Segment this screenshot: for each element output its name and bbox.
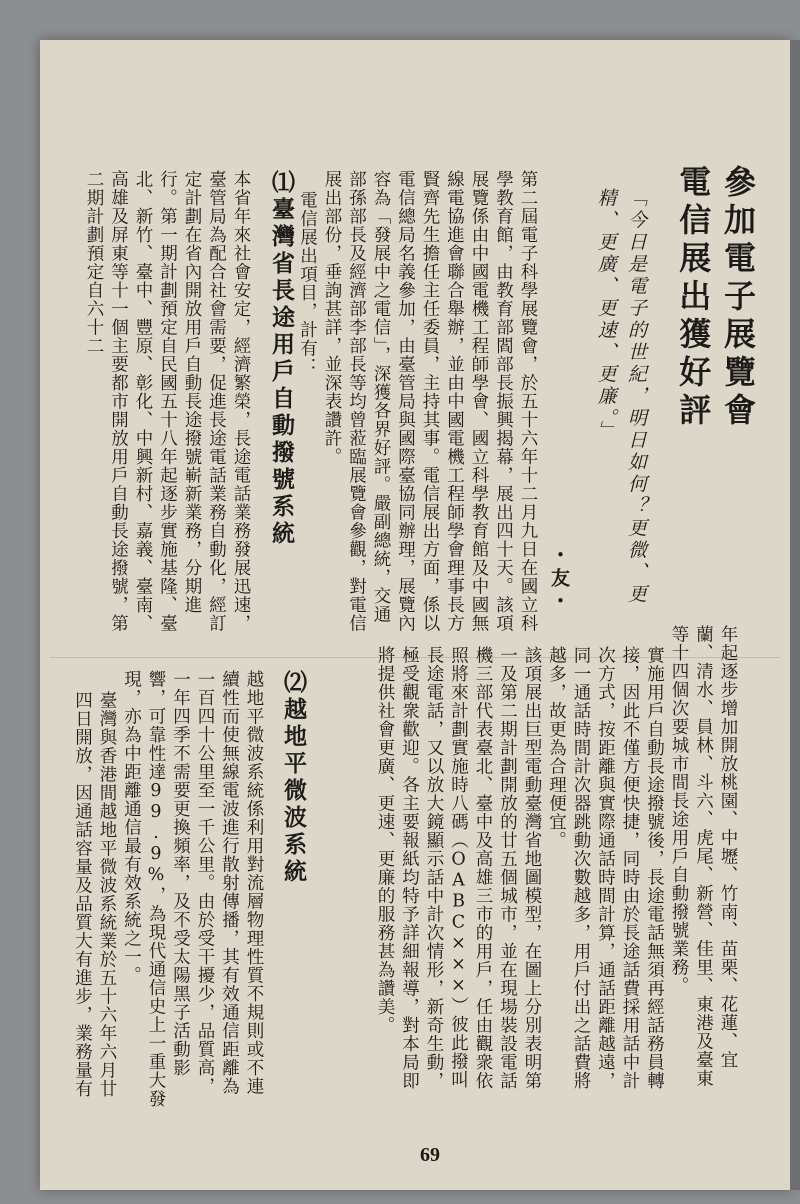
- section-2-heading: ⑵越地平微波系統: [280, 670, 307, 886]
- author-byline: ・友・: [548, 545, 570, 614]
- section-1-part-a: 本省年來社會安定，經濟繁榮，長途電話業務發展迅速，臺管局為配合社會需要，促進長途電話業務自動化，經訂定計劃在省內開放用戶自動長途撥號嶄新業務，分期進行。第一期計劃預定自民國五十八年起逐步實施基隆、臺北、新竹、臺中、豐原、彰化、中興新村、嘉義、臺南、高雄及屏東等十一個主要都市開放用戶自動長途撥號，第二期計劃預定自六十二: [84, 170, 251, 633]
- article-title: [655, 165, 760, 635]
- title-line-1: 參加電子展覽會: [719, 165, 757, 431]
- title-line-2: 電信展出獲好評: [674, 165, 713, 431]
- epigraph-quote: 「今日是電子的世紀，明日如何？更微、更精、更廣、更速、更廉。」: [594, 188, 647, 606]
- intro-paragraph-2: 電信展出項目，計有：: [297, 191, 318, 376]
- section-2-paragraph-1: 越地平微波系統係利用對流層物理性質不規則或不連續性而使無線電波進行散射傳播，其有效通信距離為一百四十公里至一千公里。由於受干擾少，品質高，一年四季不需要更換頻率，及不受太陽黑子活動影響，可靠性達99.9%，為現代通信史上一重大發現，亦為中距離通信最有效系統之一。: [121, 670, 264, 1108]
- section-1-paragraph-4: 該項展出巨型電動臺灣省地圖模型，在圖上分別表明第一及第二期計劃開放的廿五個城市，並在現場裝設電話機三部代表臺北、臺中及高雄三市的用戶，任由觀衆依照將來計劃實施時八碼（OABC×××）彼此撥叫長途電話，又以放大鏡顯示話中計次情形，新奇生動，極受觀衆歡迎。各主要報紙均特予詳細報導，對本局即將提供社會更廣、更速、更廉的服務甚為讚美。: [375, 646, 542, 1090]
- document-page: [40, 40, 790, 1190]
- section-1-part-b: [302, 625, 740, 1105]
- section-2-paragraph-2: 臺灣與香港間越地平微波系統業於五十六年六月廿四日開放，因通話容量及品質大有進步，業務量有: [72, 691, 117, 1098]
- section-1-paragraph-3: 實施用戶自動長途撥號後，長途電話無須再經話務員轉接，因此不僅方便快捷，同時由於長途話費採用話中計次方式，按距離與實際通話時間計算，通話距離越遠，同一通話時間計次器跳動次數越多，用戶付出之話費將越多，故更為合理便宜。: [546, 646, 665, 1090]
- section-1-heading: ⑴臺灣省長途用戶自動撥號系統: [268, 170, 295, 548]
- section-1-paragraph-2: 年起逐步增加開放桃園、中壢、竹南、苗栗、花蓮、宜蘭、清水、員林、斗六、虎尾、新營、佳里、東港及臺東等十四個次要城市間長途用戶自動撥號業務。: [669, 625, 738, 1088]
- intro-section: [297, 170, 540, 640]
- page-number: 69: [420, 1144, 440, 1166]
- intro-paragraph-1: 第二屆電子科學展覽會，於五十六年十二月九日在國立科學教育館，由教育部閻部長振興揭幕，展出四十天。該項展覽係由中國電機工程師學會、國立科學教育館及中國無線電協進會聯合舉辦，並由中國電機工程師學會理事長方賢齊先生擔任主任委員，主持其事。電信展出方面，係以電信總局名義參加，由臺管局與國際臺協同辦理，展覽內容為「發展中之電信」，深獲各界好評。嚴副總統，交通部孫部長及經濟部李部長等均曾蒞臨展覽會參觀，對電信展出部份，垂詢甚詳，並深表讚許。: [322, 170, 538, 633]
- section-2-body: [48, 670, 266, 1110]
